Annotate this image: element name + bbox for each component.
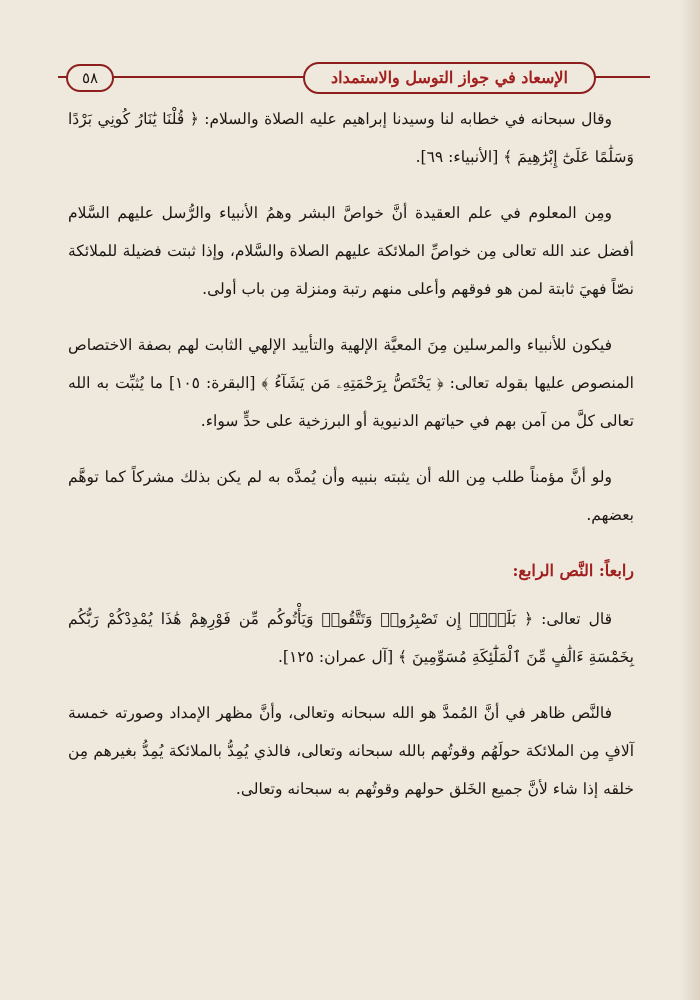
section-heading: رابعاً: النَّص الرابع:: [512, 561, 634, 580]
gutter-shadow: [680, 0, 700, 1000]
paragraph: قال تعالى: ﴿ بَلَىٰٓۚ إِن تَصْبِرُوا۟ وَتَتَّقُوا۟ وَيَأْتُوكُم مِّن فَوْرِهِمْ هَٰذَا يُمْدِدْكُمْ رَبُّكُم بِخَمْسَةِ ءَالَٰفٍ مِّنَ ٱلْمَلَٰٓئِكَةِ مُسَوِّمِينَ ﴾ [آل عمران: ١٢٥].: [68, 610, 634, 666]
paragraph: فالنَّص ظاهر في أنَّ المُمدَّ هو الله سبحانه وتعالى، وأنَّ مظهر الإمداد وصورته خمسة آلافٍ مِن الملائكة حولَهُم وقوتُهم بالله سبحانه وتعالى، فالذي يُمِدُّ بالملائكة يُمِدُّ بغيرهم مِن خلقه إذا شاء لأنَّ جميع الخَلق حولهم وقوتُهم به سبحانه وتعالى.: [68, 704, 634, 798]
paragraph: وقال سبحانه في خطابه لنا وسيدنا إبراهيم عليه الصلاة والسلام: ﴿ قُلْنَا يَٰنَارُ كُونِي بَرْدًا وَسَلَٰمًا عَلَىٰٓ إِبْرَٰهِيمَ ﴾ [الأنبياء: ٦٩].: [68, 110, 634, 166]
paragraph: فيكون للأنبياء والمرسلين مِنَ المعيَّة الإلهية والتأييد الإلهي الثابت لهم بصفة الاختصاص المنصوص عليها بقوله تعالى: ﴿ يَخْتَصُّ بِرَحْمَتِهِۦ مَن يَشَآءُ ﴾ [البقرة: ١٠٥] ما يُثبِّت به الله تعالى كلَّ من آمن بهم في حياتهم الدنيوية أو البرزخية على حدٍّ سواء.: [68, 336, 634, 430]
running-header: [58, 52, 650, 98]
paragraph: ولو أنَّ مؤمناً طلب مِن الله أن يثبته بنبيه وأن يُمدَّه به لم يكن بذلك مشركاً كما توهَّم بعضهم.: [68, 468, 634, 524]
page-body: [68, 100, 634, 826]
book-title: الإسعاد في جواز التوسل والاستمداد: [303, 62, 596, 94]
page-number: ٥٨: [66, 64, 114, 92]
paragraph: ومِن المعلوم في علم العقيدة أنَّ خواصَّ البشر وهمُ الأنبياء والرُّسل عليهم السَّلام أفضل عند الله تعالى مِن خواصِّ الملائكة عليهم الصلاة والسَّلام، وإذا ثبتت فضيلة للملائكة نصّاً فهيَ ثابتة لمن هو فوقهم وأعلى منهم رتبة ومنزلة مِن باب أولى.: [68, 204, 634, 298]
